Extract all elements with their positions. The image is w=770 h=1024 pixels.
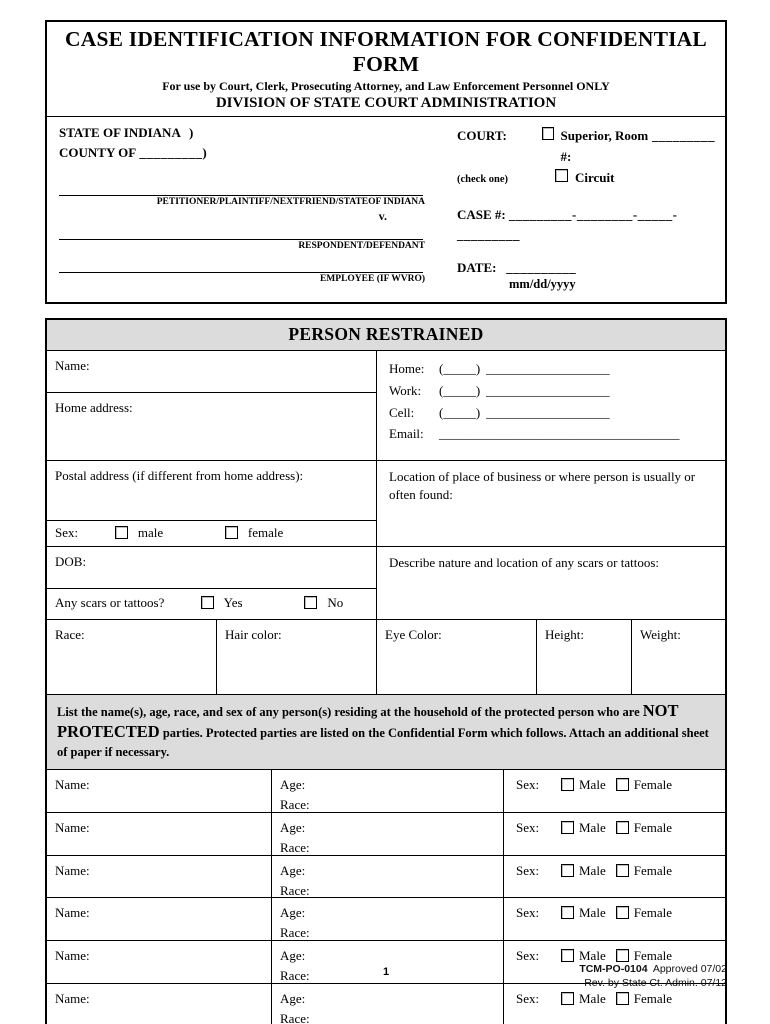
employee-signature-line[interactable]: [59, 257, 423, 273]
household-male-label: Male: [579, 990, 606, 1006]
scars-question-cell: [47, 589, 376, 619]
court-label: COURT:: [457, 128, 507, 143]
household-name-label: Name:: [55, 819, 90, 835]
home-phone-row: [389, 358, 715, 380]
height-label: Height:: [545, 627, 584, 642]
scars-yes-checkbox[interactable]: [201, 596, 214, 609]
household-female-checkbox[interactable]: [616, 778, 629, 791]
household-name-field-cell[interactable]: [47, 813, 272, 855]
household-female-checkbox[interactable]: [616, 906, 629, 919]
scars-yes-label: Yes: [223, 595, 243, 610]
circuit-label: Circuit: [575, 170, 615, 185]
work-phone-blank[interactable]: ___________________: [486, 383, 610, 398]
household-female-checkbox[interactable]: [616, 949, 629, 962]
caption-area: [47, 117, 725, 302]
household-name-label: Name:: [55, 948, 90, 964]
household-name-field-cell[interactable]: [47, 898, 272, 940]
home-phone-area-blank[interactable]: (_____): [439, 361, 481, 376]
approval-date: Approved 07/02: [652, 963, 727, 975]
household-race-label: Race:: [280, 839, 310, 855]
dob-label: DOB:: [55, 554, 87, 569]
dob-scars-column: [47, 547, 377, 619]
business-location-field-cell[interactable]: [377, 461, 725, 546]
date-label: DATE:: [457, 260, 497, 275]
household-sex-cell: [504, 856, 725, 898]
county-row: [59, 143, 427, 163]
household-name-label: Name:: [55, 777, 90, 792]
household-member-row: [47, 856, 725, 899]
home-address-field-cell[interactable]: [47, 393, 376, 460]
household-female-checkbox[interactable]: [616, 821, 629, 834]
email-row: [389, 424, 715, 444]
petitioner-caption: PETITIONER/PLAINTIFF/NEXTFRIEND/STATEOF INDIANA: [156, 197, 425, 207]
case-caption-column: [59, 123, 427, 292]
household-race-label: Race:: [280, 925, 310, 941]
state-label: STATE OF INDIANA: [59, 125, 181, 140]
form-header: [47, 22, 725, 117]
household-male-label: Male: [579, 819, 606, 835]
name-contact-group: [47, 351, 725, 461]
date-format-hint: mm/dd/yyyy: [509, 277, 576, 291]
form-number: TCM-PO-0104: [579, 963, 648, 975]
section-title: PERSON RESTRAINED: [47, 320, 725, 351]
sex-male-label: male: [137, 525, 164, 540]
instruction-emphasis: NOT PROTECTED: [57, 701, 679, 741]
household-member-row: [47, 813, 725, 856]
household-male-label: Male: [579, 777, 606, 792]
household-member-row: [47, 770, 725, 813]
name-field-cell[interactable]: [47, 351, 376, 393]
household-sex-label: Sex:: [516, 862, 540, 878]
household-name-field-cell[interactable]: [47, 856, 272, 898]
scars-question-label: Any scars or tattoos?: [55, 595, 165, 610]
household-male-label: Male: [579, 862, 606, 878]
name-address-column: [47, 351, 377, 460]
household-age-label: Age:: [280, 777, 306, 792]
household-race-label: Race:: [280, 882, 310, 898]
household-male-label: Male: [579, 948, 606, 964]
hair-color-label: Hair color:: [225, 627, 282, 642]
household-male-checkbox[interactable]: [561, 821, 574, 834]
court-circuit-row: [457, 167, 715, 190]
petitioner-signature-line[interactable]: [59, 180, 423, 196]
work-phone-row: [389, 380, 715, 402]
household-sex-label: Sex:: [516, 777, 540, 792]
weight-field-cell[interactable]: [632, 620, 725, 694]
work-phone-area-blank[interactable]: (_____): [439, 383, 481, 398]
scars-description-field-cell[interactable]: [377, 547, 725, 619]
date-blank-field[interactable]: __________: [506, 260, 577, 275]
business-location-label: Location of place of business or where person is usually or often found:: [389, 469, 696, 502]
sex-female-label: female: [247, 525, 284, 540]
household-male-checkbox[interactable]: [561, 778, 574, 791]
phone-email-column: [377, 351, 725, 460]
postal-location-group: [47, 461, 725, 547]
eye-color-label: Eye Color:: [385, 627, 442, 642]
household-name-field-cell[interactable]: [47, 770, 272, 812]
household-sex-label: Sex:: [516, 990, 540, 1006]
sex-label: Sex:: [55, 525, 79, 540]
employee-caption: EMPLOYEE (IF WVRO): [319, 274, 425, 284]
form-number-line: [579, 962, 727, 976]
household-age-race-field-cell[interactable]: [272, 898, 504, 940]
eye-color-field-cell[interactable]: [377, 620, 537, 694]
household-age-label: Age:: [280, 862, 306, 878]
superior-checkbox[interactable]: [542, 127, 554, 140]
instruction-text-post: parties. Protected parties are listed on the Confidential Form which follows. Attach an additional sheet of paper if necessary.: [57, 726, 709, 759]
county-label: COUNTY OF: [59, 145, 137, 160]
home-phone-blank[interactable]: ___________________: [486, 361, 610, 376]
person-restrained-box: [45, 318, 727, 1024]
email-label: Email:: [389, 426, 424, 441]
household-name-label: Name:: [55, 990, 90, 1006]
household-age-race-field-cell[interactable]: [272, 813, 504, 855]
household-sex-label: Sex:: [516, 819, 540, 835]
county-paren: ): [202, 145, 207, 160]
respondent-caption: RESPONDENT/DEFENDANT: [298, 241, 425, 251]
superior-label: Superior, Room #:: [560, 128, 649, 164]
scars-no-label: No: [327, 595, 344, 610]
household-age-label: Age:: [280, 819, 306, 835]
home-phone-label: Home:: [389, 361, 425, 376]
household-female-checkbox[interactable]: [616, 992, 629, 1005]
weight-label: Weight:: [640, 627, 681, 642]
household-age-race-field-cell[interactable]: [272, 984, 504, 1024]
household-age-label: Age:: [280, 905, 306, 921]
household-female-label: Female: [633, 905, 672, 921]
form-usage-note: For use by Court, Clerk, Prosecuting Attorney, and Law Enforcement Personnel ONLY: [162, 79, 610, 93]
household-sex-label: Sex:: [516, 948, 540, 964]
dob-field-cell[interactable]: [47, 547, 376, 589]
race-field-cell[interactable]: [47, 620, 217, 694]
form-title: CASE IDENTIFICATION INFORMATION FOR CONFIDENTIAL FORM: [65, 27, 707, 76]
household-race-label: Race:: [280, 1010, 310, 1024]
race-label: Race:: [55, 627, 85, 642]
court-info-column: [427, 123, 715, 292]
cell-phone-row: [389, 402, 715, 424]
scars-no-checkbox[interactable]: [304, 596, 317, 609]
household-race-label: Race:: [280, 968, 310, 984]
cell-phone-label: Cell:: [389, 405, 415, 420]
sex-female-checkbox[interactable]: [225, 526, 238, 539]
household-age-race-field-cell[interactable]: [272, 770, 504, 812]
respondent-signature-line[interactable]: [59, 224, 423, 240]
household-name-field-cell[interactable]: [47, 984, 272, 1024]
hair-color-field-cell[interactable]: [217, 620, 377, 694]
household-sex-cell: [504, 813, 725, 855]
household-member-row: [47, 898, 725, 941]
case-identification-box: [45, 20, 727, 304]
superior-room-blank[interactable]: _________: [652, 128, 716, 143]
household-male-checkbox[interactable]: [561, 949, 574, 962]
household-name-label: Name:: [55, 862, 90, 878]
circuit-checkbox[interactable]: [555, 169, 568, 182]
name-label: Name:: [55, 358, 90, 373]
household-female-label: Female: [633, 819, 672, 835]
email-blank[interactable]: _____________________________________: [439, 426, 680, 441]
household-male-label: Male: [579, 905, 606, 921]
work-phone-label: Work:: [389, 383, 422, 398]
household-age-label: Age:: [280, 990, 306, 1006]
household-race-label: Race:: [280, 797, 310, 812]
revision-note: Rev. by State Ct. Admin. 07/12: [584, 977, 727, 989]
division-name: DIVISION OF STATE COURT ADMINISTRATION: [215, 95, 557, 111]
household-age-label: Age:: [280, 948, 306, 964]
household-female-checkbox[interactable]: [616, 864, 629, 877]
case-number-row: [457, 205, 715, 245]
household-female-label: Female: [633, 948, 672, 964]
dob-scars-group: [47, 547, 725, 620]
check-one-note: (check one): [457, 174, 509, 185]
household-female-label: Female: [633, 990, 672, 1006]
date-row: [457, 259, 715, 277]
state-paren: ): [189, 125, 194, 140]
household-sex-cell: [504, 898, 725, 940]
household-male-checkbox[interactable]: [561, 864, 574, 877]
household-male-checkbox[interactable]: [561, 906, 574, 919]
household-sex-label: Sex:: [516, 905, 540, 921]
case-number-blanks[interactable]: _________-________-_____-_________: [457, 207, 678, 242]
sex-field-cell: [47, 521, 376, 546]
cell-phone-blank[interactable]: ___________________: [486, 405, 610, 420]
form-revision-block: [579, 962, 727, 990]
court-superior-row: [457, 125, 715, 167]
household-female-label: Female: [633, 777, 672, 792]
household-male-checkbox[interactable]: [561, 992, 574, 1005]
case-number-label: CASE #:: [457, 207, 506, 222]
postal-sex-column: [47, 461, 377, 546]
height-field-cell[interactable]: [537, 620, 632, 694]
page-number: 1: [382, 966, 390, 978]
county-blank-field[interactable]: _________: [139, 145, 203, 160]
state-row: [59, 123, 427, 143]
household-sex-cell: [504, 770, 725, 812]
versus-label: v.: [378, 209, 387, 223]
instruction-text-pre: List the name(s), age, race, and sex of any person(s) residing at the household of the protected person who are: [57, 705, 643, 719]
scars-description-label: Describe nature and location of any scars or tattoos:: [389, 555, 660, 570]
sex-male-checkbox[interactable]: [115, 526, 128, 539]
household-name-label: Name:: [55, 905, 90, 921]
physical-attributes-row: [47, 620, 725, 695]
home-address-label: Home address:: [55, 400, 133, 415]
household-age-race-field-cell[interactable]: [272, 856, 504, 898]
household-female-label: Female: [633, 862, 672, 878]
postal-address-label: Postal address (if different from home address):: [55, 468, 304, 483]
postal-address-field-cell[interactable]: [47, 461, 376, 521]
cell-phone-area-blank[interactable]: (_____): [439, 405, 481, 420]
household-instruction: [47, 695, 725, 770]
